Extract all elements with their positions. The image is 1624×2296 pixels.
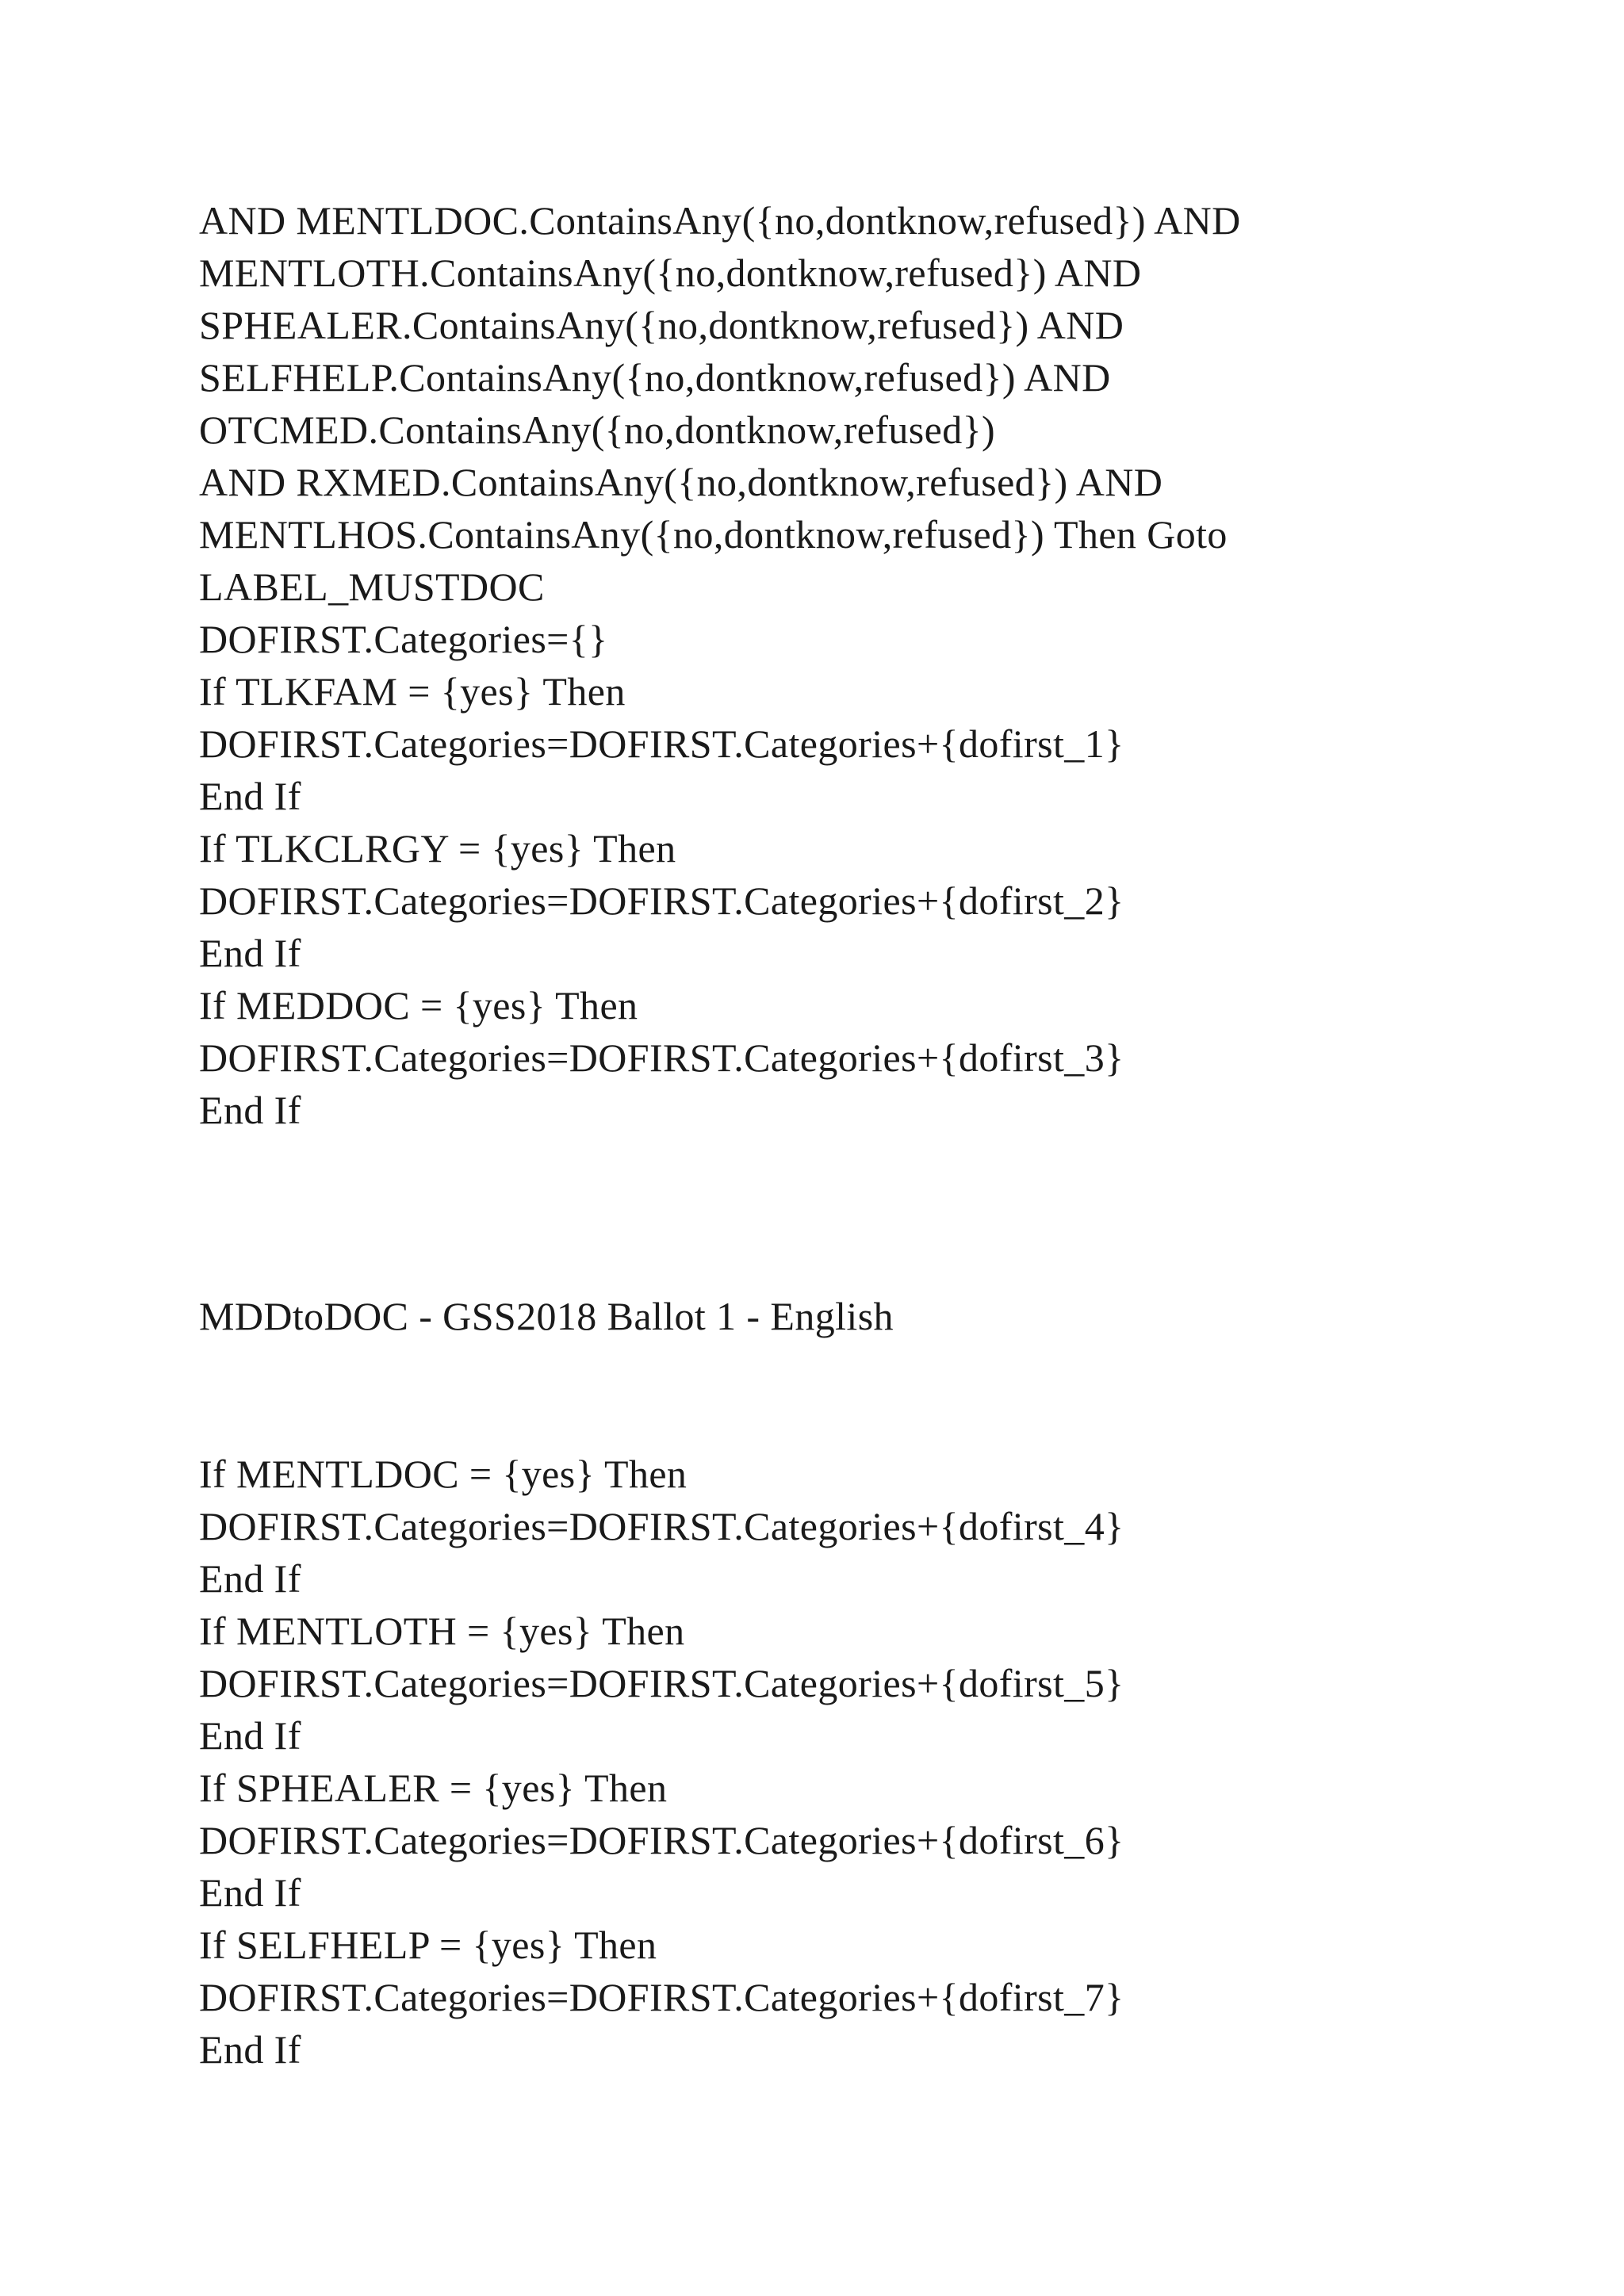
code-line: End If — [199, 774, 301, 818]
code-line: AND RXMED.ContainsAny({no,dontknow,refused}) AND — [199, 460, 1163, 504]
code-line: If MEDDOC = {yes} Then — [199, 983, 638, 1027]
code-line: End If — [199, 1870, 301, 1915]
code-line: End If — [199, 1088, 301, 1132]
code-line: DOFIRST.Categories=DOFIRST.Categories+{dofirst_5} — [199, 1661, 1124, 1705]
code-line: If TLKFAM = {yes} Then — [199, 669, 626, 714]
code-line: If MENTLDOC = {yes} Then — [199, 1452, 688, 1496]
code-line: If TLKCLRGY = {yes} Then — [199, 826, 676, 871]
code-line: DOFIRST.Categories=DOFIRST.Categories+{dofirst_4} — [199, 1504, 1124, 1548]
code-line: MENTLHOS.ContainsAny({no,dontknow,refused}) Then Goto — [199, 512, 1228, 557]
code-line: If SPHEALER = {yes} Then — [199, 1766, 668, 1810]
code-line: OTCMED.ContainsAny({no,dontknow,refused}) — [199, 408, 996, 452]
code-line: DOFIRST.Categories=DOFIRST.Categories+{dofirst_3} — [199, 1035, 1124, 1080]
code-line: End If — [199, 1556, 301, 1601]
code-line: DOFIRST.Categories=DOFIRST.Categories+{dofirst_2} — [199, 878, 1124, 923]
footer-text: MDDtoDOC - GSS2018 Ballot 1 - English — [199, 1294, 894, 1338]
script-block-top — [199, 194, 1547, 1136]
code-line: LABEL_MUSTDOC — [199, 564, 545, 609]
code-line: SELFHELP.ContainsAny({no,dontknow,refused}) AND — [199, 355, 1111, 400]
code-line: End If — [199, 2027, 301, 2072]
code-line: SPHEALER.ContainsAny({no,dontknow,refused}) AND — [199, 303, 1124, 347]
code-line: AND MENTLDOC.ContainsAny({no,dontknow,refused}) AND — [199, 198, 1241, 243]
script-block-bottom — [199, 1448, 1547, 2076]
code-line: MENTLOTH.ContainsAny({no,dontknow,refused}) AND — [199, 251, 1142, 295]
code-line: End If — [199, 931, 301, 975]
code-line: DOFIRST.Categories=DOFIRST.Categories+{dofirst_1} — [199, 721, 1124, 766]
code-line: If SELFHELP = {yes} Then — [199, 1923, 657, 1967]
code-line: DOFIRST.Categories=DOFIRST.Categories+{dofirst_7} — [199, 1975, 1124, 2019]
code-line: DOFIRST.Categories={} — [199, 617, 608, 661]
page-footer — [199, 1290, 1547, 1342]
code-line: DOFIRST.Categories=DOFIRST.Categories+{dofirst_6} — [199, 1818, 1124, 1862]
code-line: End If — [199, 1713, 301, 1758]
code-line: If MENTLOTH = {yes} Then — [199, 1609, 685, 1653]
